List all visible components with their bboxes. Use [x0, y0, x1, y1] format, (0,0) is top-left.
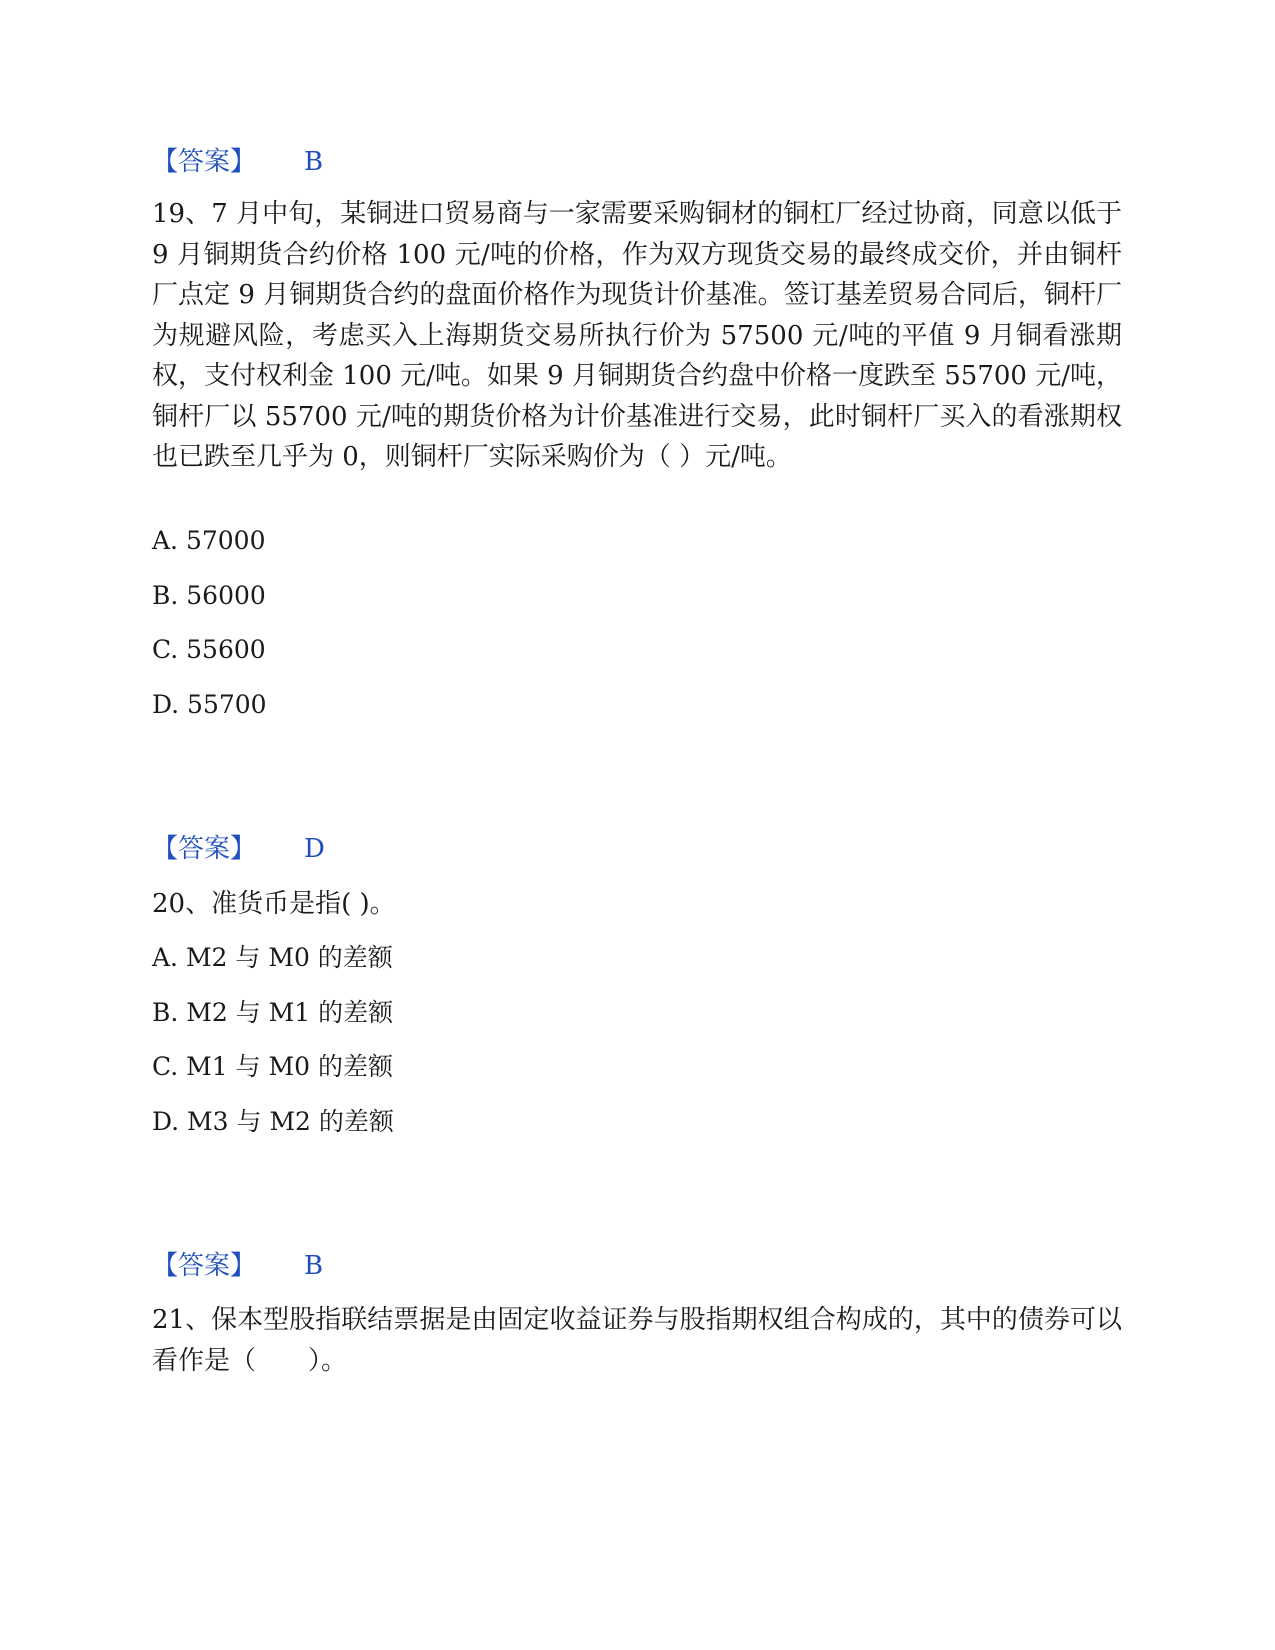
answer-value: D [304, 834, 325, 864]
option-20-c: C. M1 与 M0 的差额 [152, 1052, 393, 1081]
option-20-b: B. M2 与 M1 的差额 [152, 998, 394, 1027]
answer-value: B [304, 147, 324, 177]
option-19-a: A. 57000 [152, 526, 266, 555]
answer-label: 【答案】 [152, 1251, 257, 1281]
question-19: 19、7 月中旬，某铜进口贸易商与一家需要采购铜材的铜杠厂经过协商，同意以低于 9 月铜期货合约价格 100 元/吨的价格，作为双方现货交易的最终成交价，并由铜杆厂点定 9 月铜期货合约的盘面价格作为现货计价基准。签订基差贸易合同后，铜杆厂为规避风险，考虑买入上海期货交易所执行价为 57500 元/吨的平值 9 月铜看涨期权，支付权利金 100 元/吨。如果 9 月铜期货合约盘中价格一度跌至 55700 元/吨，铜杆厂以 55700 元/吨的期货价格为计价基准进行交易，此时铜杆厂买入的看涨期权也已跌至几乎为 0，则铜杆厂实际采购价为（ ）元/吨。 [152, 199, 1122, 472]
answer-label: 【答案】 [152, 147, 257, 177]
answer-18 [152, 145, 323, 179]
answer-value: B [304, 1251, 324, 1281]
answer-20 [152, 1249, 323, 1283]
answer-19 [152, 832, 325, 866]
option-19-b: B. 56000 [152, 581, 266, 610]
question-21: 21、保本型股指联结票据是由固定收益证券与股指期权组合构成的，其中的债券可以看作是（ ）。 [152, 1305, 1122, 1376]
option-20-d: D. M3 与 M2 的差额 [152, 1107, 394, 1136]
option-20-a: A. M2 与 M0 的差额 [152, 943, 393, 972]
answer-label: 【答案】 [152, 834, 257, 864]
option-19-c: C. 55600 [152, 635, 266, 664]
question-20: 20、准货币是指( )。 [152, 889, 396, 919]
option-19-d: D. 55700 [152, 690, 267, 719]
